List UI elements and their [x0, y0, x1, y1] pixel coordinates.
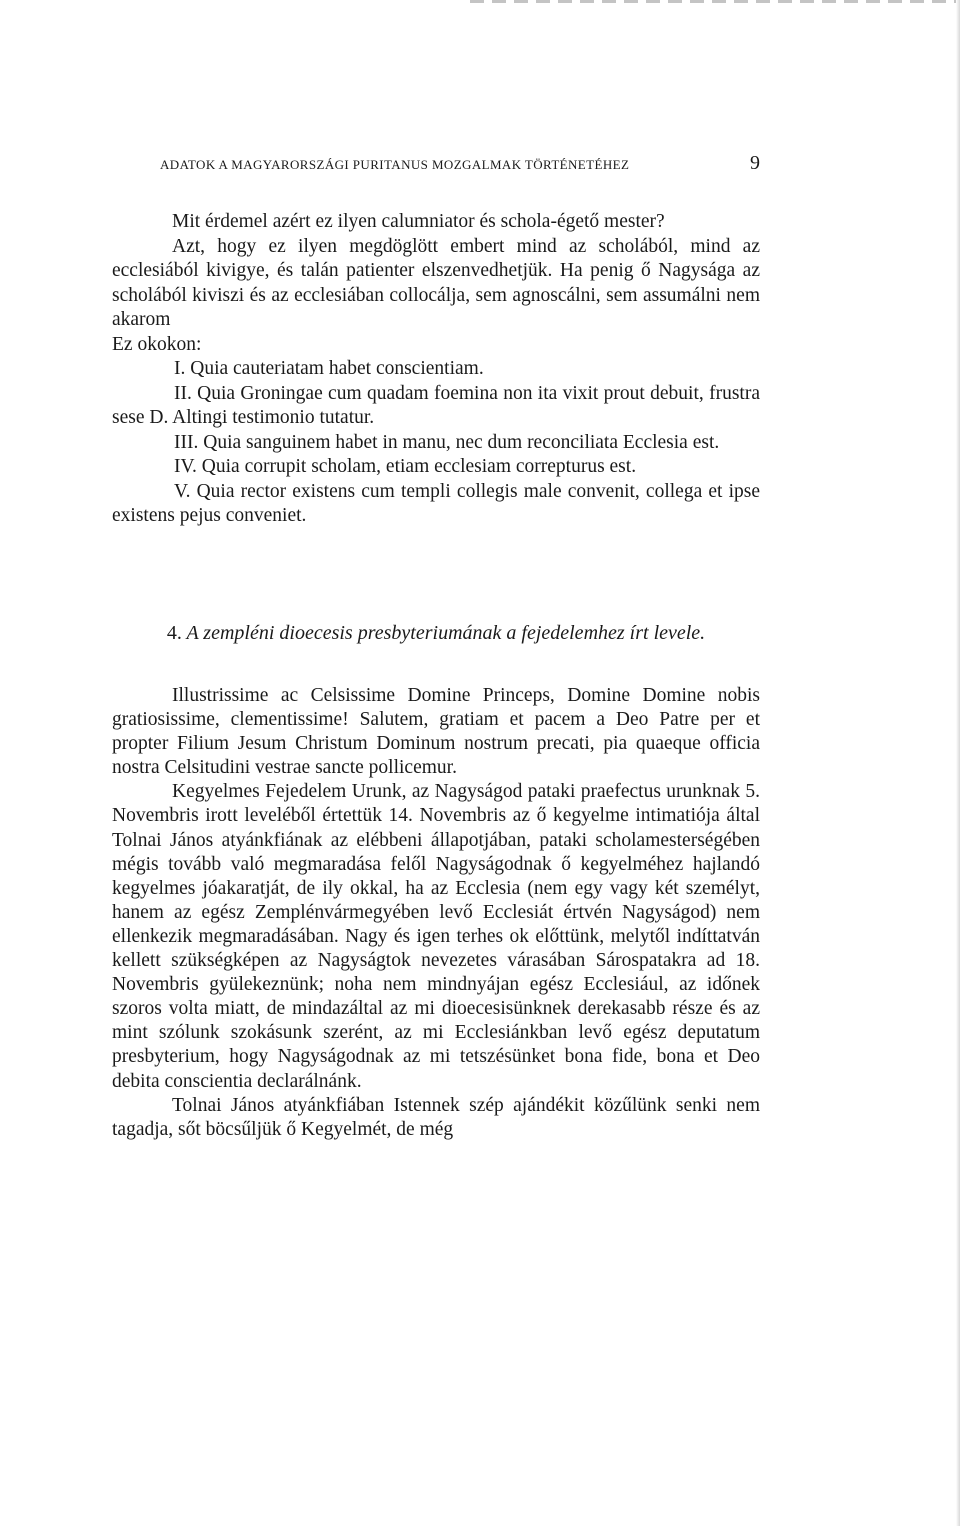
letter-continuation: Tolnai János atyánkfiában Istennek szép ajándékit közűlünk senki nem tagadja, sőt böcsűljük ő Kegyelmét, de még [112, 1094, 760, 1140]
reason-item-2: II. Quia Groningae cum quadam foemina non ita vixit prout debuit, frustra sese D. Altingi testimonio tutatur. [112, 382, 760, 428]
letter-text [112, 684, 760, 1142]
running-head [160, 152, 760, 175]
running-title: ADATOK A MAGYARORSZÁGI PURITANUS MOZGALMAK TÖRTÉNETÉHEZ [160, 157, 630, 172]
paragraph-reasons-intro: Ez okokon: [112, 333, 202, 355]
scan-artifact-top [470, 0, 960, 3]
letter-salutation: Illustrissime ac Celsissime Domine Princeps, Domine Domine nobis gratiosissime, clementissime! Salutem, gratiam et pacem a Deo Patre per et propter Filium Jesum Christum Dominum nostrum precati, pia quaeque officia nostra Celsitudini vestrae sancte pollicemur. [112, 685, 760, 779]
first-section-text [112, 210, 760, 529]
section-number: 4. [166, 622, 182, 644]
section-title: A zempléni dioecesis presbyteriumának a fejedelemhez írt levele. [186, 622, 706, 644]
section-heading [112, 621, 760, 645]
paragraph-answer: Azt, hogy ez ilyen megdöglött embert mind az scholából, mind az ecclesiából kivigye, és talán patienter elszenvedhetjük. Ha penig ő Nagysága az scholából kiviszi és az ecclesiában collocálja, sem agnoscálni, sem assumálni nem akarom [112, 235, 760, 330]
reason-item-5: V. Quia rector existens cum templi collegis male convenit, collega et ipse existens pejus conveniet. [112, 480, 760, 526]
paragraph-question: Mit érdemel azért ez ilyen calumniator és schola-égető mester? [172, 211, 665, 232]
page-number: 9 [750, 152, 760, 174]
letter-body: Kegyelmes Fejedelem Urunk, az Nagyságod pataki praefectus urunknak 5. Novembris irott leveléből értettük 14. Novembris az ő kegyelme intimatiója által Tolnai János atyánkfiának az elébbeni állapotjában, pataki scholamesterségében mégis tovább való megmaradása felől Nagyságodnak ő kegyelméhez hajlandó kegyelmes jóakaratját, de ily okkal, ha az Ecclesia (nem egy vagy két személyt, hanem az egész Zemplénvármegyében levő Ecclesiát értvén Nagyságod) nem ellenkezik megmaradásában. Nagy és igen terhes ok előttünk, melytől indíttatván kellett szükségképen az Nagyságtok nevezetes várasában Sárospatakra ad 18. Novembris gyülekeznünk; noha nem mindnyájan egész Ecclesiául, az időnek szoros volta miatt, de mindazáltal az mi dioecesisünknek derekasabb része és az mint szólunk szokásunk szerént, az mi Ecclesiánkban levő egész deputatum presbyterium, hogy Nagyságodnak az mi tetszésünket bona fide, bona et Deo debita conscientia declarálnánk. [112, 781, 760, 1092]
scan-artifact-edge [956, 0, 960, 1526]
reason-item-1: I. Quia cauteriatam habet conscientiam. [174, 358, 484, 379]
reason-item-4: IV. Quia corrupit scholam, etiam ecclesiam correpturus est. [174, 456, 637, 477]
reason-item-3: III. Quia sanguinem habet in manu, nec dum reconciliata Ecclesia est. [174, 431, 720, 453]
